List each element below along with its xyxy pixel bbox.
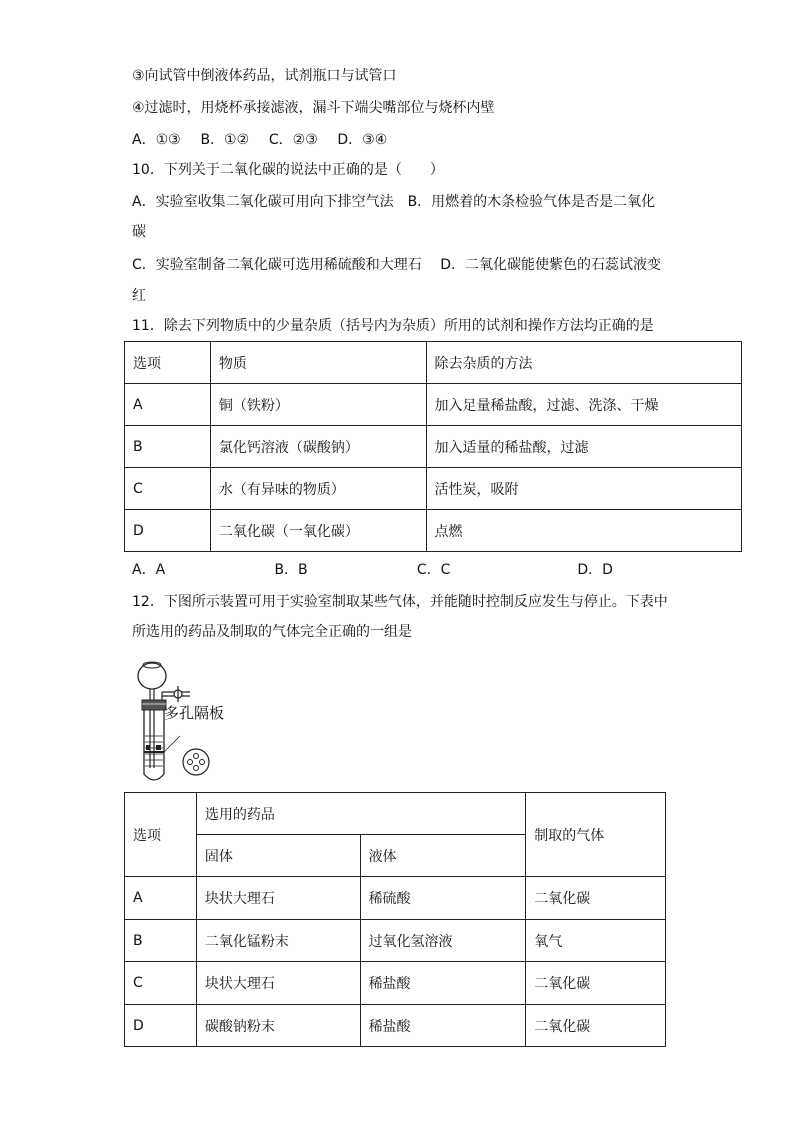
q9-option-b: B．①② <box>200 132 250 148</box>
q12-stem-line-2: 所选用的药品及制取的气体完全正确的一组是 <box>132 624 412 640</box>
q11-option-d: D．D <box>577 562 613 578</box>
q9-option-d: D．③④ <box>337 132 388 148</box>
q11-option-a: A．A <box>132 562 166 578</box>
table-row <box>125 468 742 510</box>
q12-cell-liquid: 稀盐酸 <box>360 962 526 1005</box>
q12-cell-option: A <box>125 877 197 920</box>
table-row <box>125 1005 666 1047</box>
q11-stem: 11．除去下列物质中的少量杂质（括号内为杂质）所用的试剂和操作方法均正确的是 <box>132 318 654 334</box>
q12-cell-solid: 块状大理石 <box>196 962 360 1005</box>
q10-line-2: 碳 <box>132 224 146 240</box>
q11-cell-option: D <box>125 510 211 552</box>
q11-cell-method: 活性炭，吸附 <box>426 468 741 510</box>
q10-line-1: A．实验室收集二氧化碳可用向下排空气法 B．用燃着的木条检验气体是否是二氧化 <box>132 194 656 210</box>
q12-cell-gas: 二氧化碳 <box>526 962 666 1005</box>
q12-cell-liquid: 过氧化氢溶液 <box>360 920 526 962</box>
q11-header-method: 除去杂质的方法 <box>426 342 741 384</box>
q12-stem-line-1: 12．下图所示装置可用于实验室制取某些气体，并能随时控制反应发生与停止。下表中 <box>132 594 668 610</box>
q12-header-option: 选项 <box>125 793 197 877</box>
q11-cell-substance: 水（有异味的物质） <box>210 468 426 510</box>
q12-cell-liquid: 稀硫酸 <box>360 877 526 920</box>
q11-cell-substance: 铜（铁粉） <box>210 384 426 426</box>
q12-table <box>124 792 666 1047</box>
q11-header-option: 选项 <box>125 342 211 384</box>
table-row <box>125 877 666 920</box>
gas-generator-figure <box>118 656 238 786</box>
q10-line-4: 红 <box>132 288 146 304</box>
table-row <box>125 962 666 1005</box>
q11-table <box>124 341 742 552</box>
q12-header-gas: 制取的气体 <box>526 793 666 877</box>
q11-cell-option: C <box>125 468 211 510</box>
q11-cell-method: 加入适量的稀盐酸，过滤 <box>426 426 741 468</box>
q12-cell-solid: 二氧化锰粉末 <box>196 920 360 962</box>
q9-item-3: ③向试管中倒液体药品，试剂瓶口与试管口 <box>132 68 397 84</box>
q12-cell-gas: 氧气 <box>526 920 666 962</box>
q12-cell-solid: 块状大理石 <box>196 877 360 920</box>
q9-option-c: C．②③ <box>268 132 318 148</box>
q12-cell-solid: 碳酸钠粉末 <box>196 1005 360 1047</box>
q12-header-liquid: 液体 <box>360 835 526 877</box>
table-row <box>125 510 742 552</box>
table-row <box>125 920 666 962</box>
q11-cell-substance: 二氧化碳（一氧化碳） <box>210 510 426 552</box>
q11-header-substance: 物质 <box>210 342 426 384</box>
q11-cell-method: 加入足量稀盐酸，过滤、洗涤、干燥 <box>426 384 741 426</box>
q11-cell-method: 点燃 <box>426 510 741 552</box>
q11-cell-option: B <box>125 426 211 468</box>
q11-option-c: C．C <box>416 562 451 578</box>
table-row <box>125 384 742 426</box>
q11-cell-option: A <box>125 384 211 426</box>
q12-cell-gas: 二氧化碳 <box>526 1005 666 1047</box>
q12-cell-option: C <box>125 962 197 1005</box>
q10-stem: 10．下列关于二氧化碳的说法中正确的是（ ） <box>132 162 444 178</box>
q12-cell-liquid: 稀盐酸 <box>360 1005 526 1047</box>
porous-plate-label: 多孔隔板 <box>164 704 225 722</box>
q9-item-4: ④过滤时，用烧杯承接滤液，漏斗下端尖嘴部位与烧杯内壁 <box>132 100 495 116</box>
table-row <box>125 426 742 468</box>
q11-cell-substance: 氯化钙溶液（碳酸钠） <box>210 426 426 468</box>
q12-header-reagents: 选用的药品 <box>196 793 525 835</box>
q12-cell-option: D <box>125 1005 197 1047</box>
q12-cell-gas: 二氧化碳 <box>526 877 666 920</box>
q9-options <box>132 130 387 150</box>
q11-options <box>132 560 613 580</box>
q12-cell-option: B <box>125 920 197 962</box>
q10-line-3: C．实验室制备二氧化碳可选用稀硫酸和大理石 D．二氧化碳能使紫色的石蕊试液变 <box>132 257 662 273</box>
q12-header-solid: 固体 <box>196 835 360 877</box>
q11-option-b: B．B <box>274 562 308 578</box>
q9-option-a: A．①③ <box>132 132 181 148</box>
